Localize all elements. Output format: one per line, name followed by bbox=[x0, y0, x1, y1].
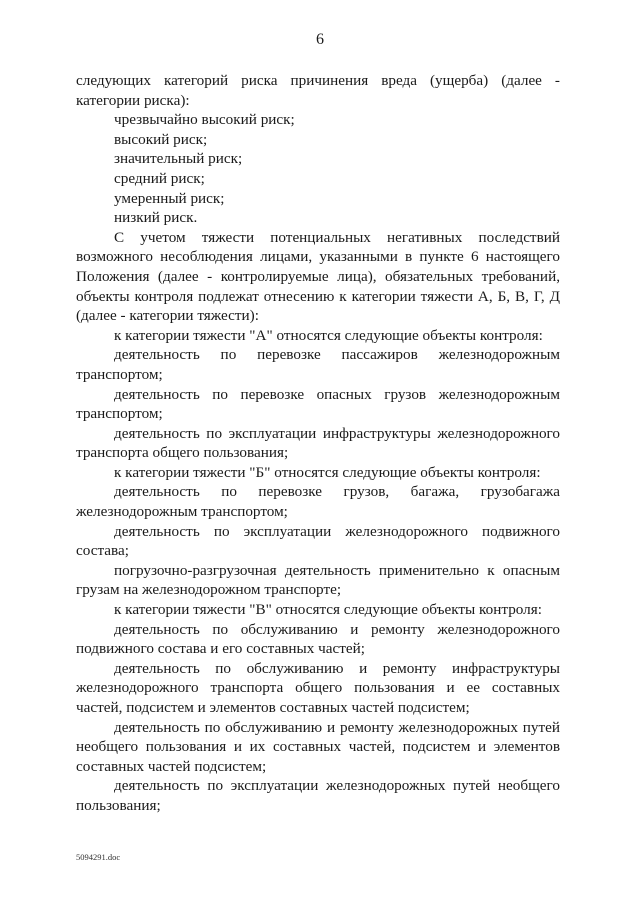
paragraph: деятельность по эксплуатации железнодорожных путей необщего пользования; bbox=[76, 777, 560, 814]
list-item: высокий риск; bbox=[114, 130, 208, 148]
body-text bbox=[76, 71, 560, 816]
paragraph: к категории тяжести "А" относятся следующие объекты контроля: bbox=[114, 326, 543, 344]
paragraph: деятельность по перевозке пассажиров железнодорожным транспортом; bbox=[76, 346, 560, 383]
paragraph: следующих категорий риска причинения вреда (ущерба) (далее - категории риска): bbox=[76, 72, 560, 109]
list-item: умеренный риск; bbox=[114, 189, 225, 207]
paragraph: деятельность по обслуживанию и ремонту железнодорожных путей необщего пользования и их составных частей, подсистем и элементов составных частей подсистем; bbox=[76, 718, 560, 775]
list-item: средний риск; bbox=[114, 169, 205, 187]
paragraph: С учетом тяжести потенциальных негативных последствий возможного несоблюдения лицами, указанными в пункте 6 настоящего Положения (далее - контролируемые лица), обязательных требований, объекты контроля подлежат отнесению к категории тяжести А, Б, В, Г, Д (далее - категории тяжести): bbox=[76, 228, 560, 325]
paragraph: деятельность по перевозке грузов, багажа, грузобагажа железнодорожным транспортом; bbox=[76, 483, 560, 521]
paragraph: погрузочно-разгрузочная деятельность применительно к опасным грузам на железнодорожном транспорте; bbox=[76, 561, 560, 599]
paragraph: деятельность по перевозке опасных грузов железнодорожным транспортом; bbox=[76, 385, 560, 423]
paragraph: к категории тяжести "Б" относятся следующие объекты контроля: bbox=[114, 463, 541, 481]
paragraph: деятельность по обслуживанию и ремонту инфраструктуры железнодорожного транспорта общего пользования и ее составных частей, подсистем и элементов составных частей подсистем; bbox=[76, 659, 560, 716]
list-item: низкий риск. bbox=[114, 209, 198, 227]
paragraph: деятельность по эксплуатации железнодорожного подвижного состава; bbox=[76, 522, 560, 560]
page-number: 6 bbox=[316, 31, 324, 48]
paragraph: деятельность по эксплуатации инфраструктуры железнодорожного транспорта общего пользования; bbox=[76, 424, 560, 462]
paragraph: деятельность по обслуживанию и ремонту железнодорожного подвижного состава и его составных частей; bbox=[76, 620, 560, 658]
paragraph: к категории тяжести "В" относятся следующие объекты контроля: bbox=[114, 601, 542, 619]
footer-filename: 5094291.doc bbox=[76, 852, 121, 862]
list-item: чрезвычайно высокий риск; bbox=[114, 111, 295, 129]
list-item: значительный риск; bbox=[114, 150, 243, 168]
